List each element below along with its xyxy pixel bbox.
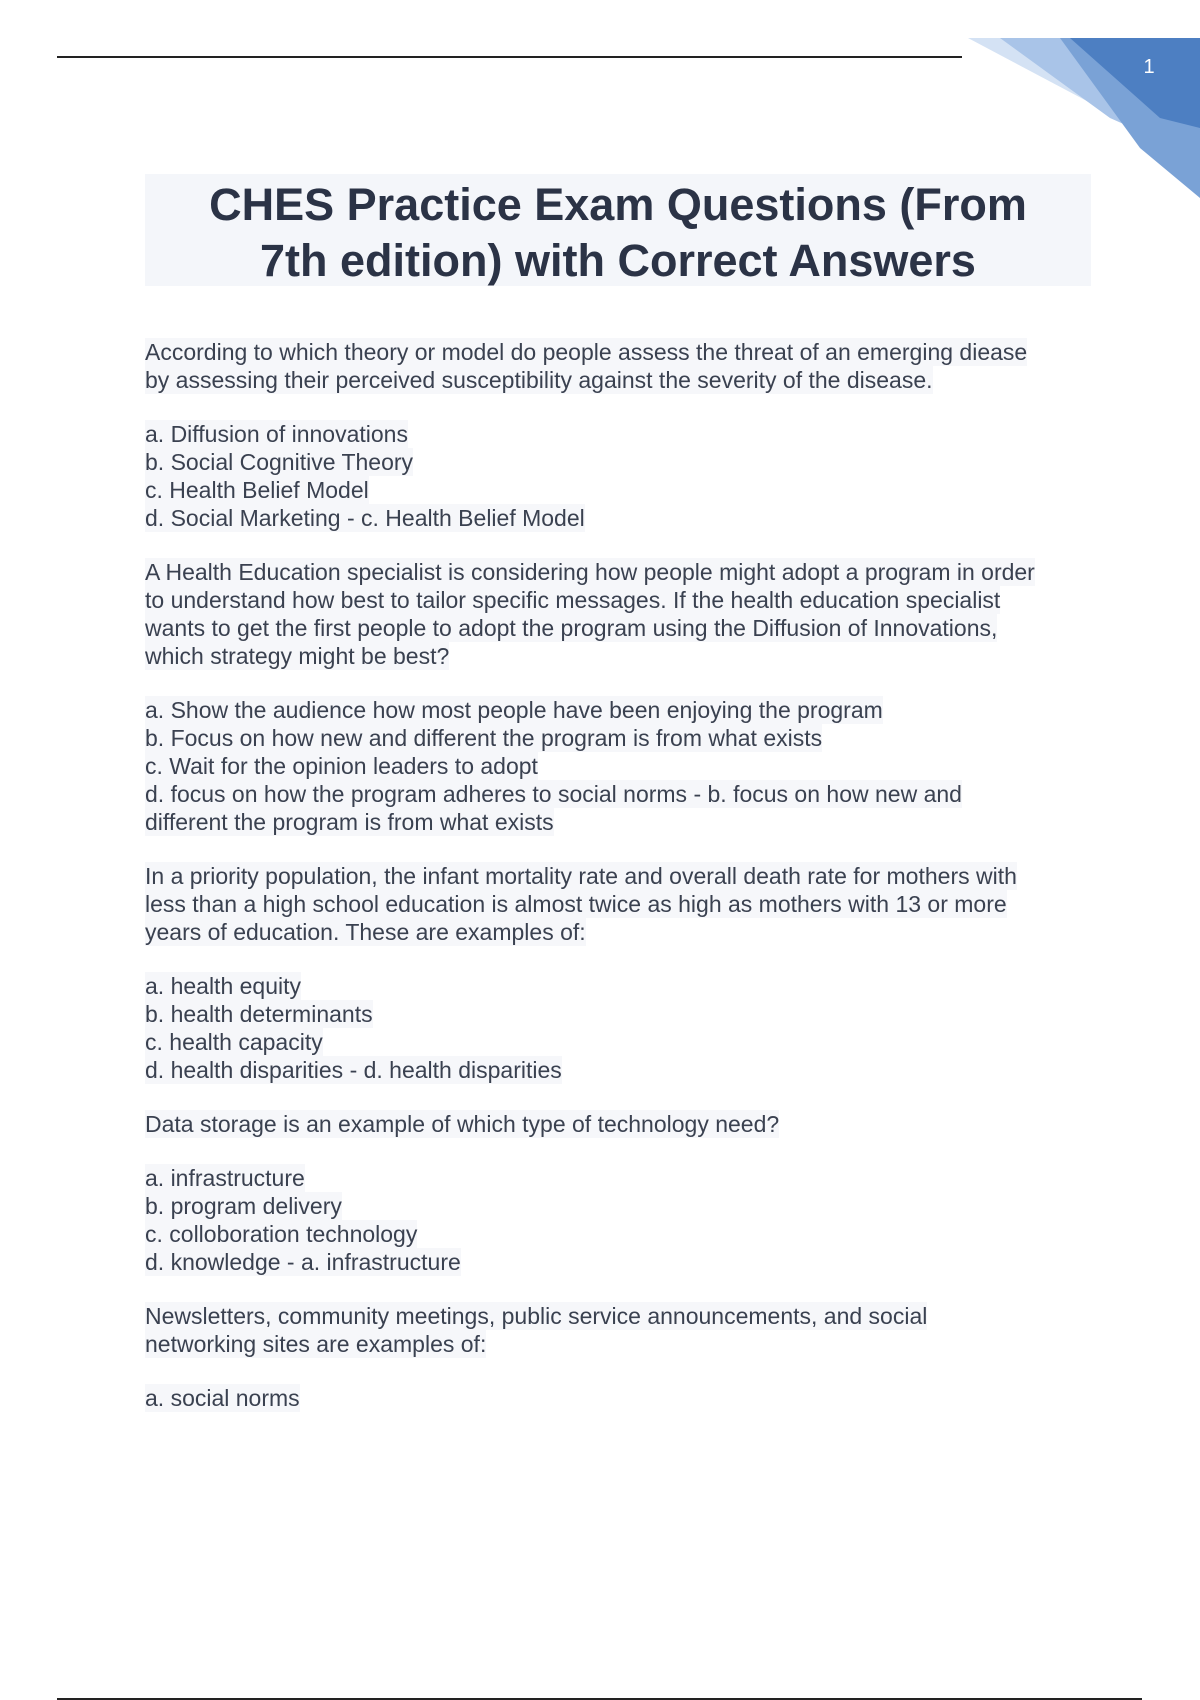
- prompt-line: by assessing their perceived susceptibility against the severity of the disease.: [145, 367, 933, 393]
- answer-options: [145, 972, 1095, 1084]
- option-line: c. colloboration technology: [145, 1221, 418, 1247]
- question-prompt: [145, 1302, 1095, 1358]
- option-line: b. Social Cognitive Theory: [145, 449, 414, 475]
- prompt-line: years of education. These are examples of:: [145, 919, 586, 945]
- prompt-line: less than a high school education is almost twice as high as mothers with 13 or more: [145, 891, 1007, 917]
- answer-options: [145, 420, 1095, 532]
- title-line-2: 7th edition) with Correct Answers: [260, 235, 976, 286]
- questions-list: [145, 338, 1095, 1438]
- prompt-line: A Health Education specialist is considering how people might adopt a program in order: [145, 559, 1035, 585]
- option-line: b. program delivery: [145, 1193, 342, 1219]
- question-prompt: [145, 338, 1095, 394]
- option-line: a. social norms: [145, 1385, 300, 1411]
- document-title: [145, 174, 1091, 289]
- option-line: b. Focus on how new and different the program is from what exists: [145, 725, 823, 751]
- question-prompt: [145, 558, 1095, 670]
- page-number: 1: [1143, 56, 1155, 78]
- answer-options: [145, 1384, 1095, 1412]
- option-line: d. health disparities - d. health disparities: [145, 1057, 562, 1083]
- option-line: d. Social Marketing - c. Health Belief Model: [145, 505, 585, 531]
- prompt-line: wants to get the first people to adopt the program using the Diffusion of Innovations,: [145, 615, 998, 641]
- option-line: a. infrastructure: [145, 1165, 305, 1191]
- prompt-line: In a priority population, the infant mortality rate and overall death rate for mothers with: [145, 863, 1017, 889]
- title-box: [145, 174, 1091, 286]
- option-line: a. health equity: [145, 973, 302, 999]
- answer-options: [145, 696, 1095, 836]
- question-prompt: [145, 1110, 1095, 1138]
- option-line: c. health capacity: [145, 1029, 323, 1055]
- answer-options: [145, 1164, 1095, 1276]
- option-line: a. Diffusion of innovations: [145, 421, 408, 447]
- prompt-line: to understand how best to tailor specific messages. If the health education specialist: [145, 587, 1001, 613]
- option-line: different the program is from what exists: [145, 809, 554, 835]
- option-line: d. knowledge - a. infrastructure: [145, 1249, 461, 1275]
- header-rule: [57, 56, 962, 58]
- option-line: c. Wait for the opinion leaders to adopt: [145, 753, 538, 779]
- option-line: b. health determinants: [145, 1001, 373, 1027]
- option-line: c. Health Belief Model: [145, 477, 369, 503]
- question-prompt: [145, 862, 1095, 946]
- option-line: a. Show the audience how most people have been enjoying the program: [145, 697, 883, 723]
- prompt-line: which strategy might be best?: [145, 643, 450, 669]
- prompt-line: networking sites are examples of:: [145, 1331, 487, 1357]
- prompt-line: According to which theory or model do people assess the threat of an emerging diease: [145, 339, 1028, 365]
- title-line-1: CHES Practice Exam Questions (From: [209, 179, 1027, 230]
- prompt-line: Data storage is an example of which type of technology need?: [145, 1111, 780, 1137]
- option-line: d. focus on how the program adheres to social norms - b. focus on how new and: [145, 781, 962, 807]
- prompt-line: Newsletters, community meetings, public service announcements, and social: [145, 1303, 928, 1329]
